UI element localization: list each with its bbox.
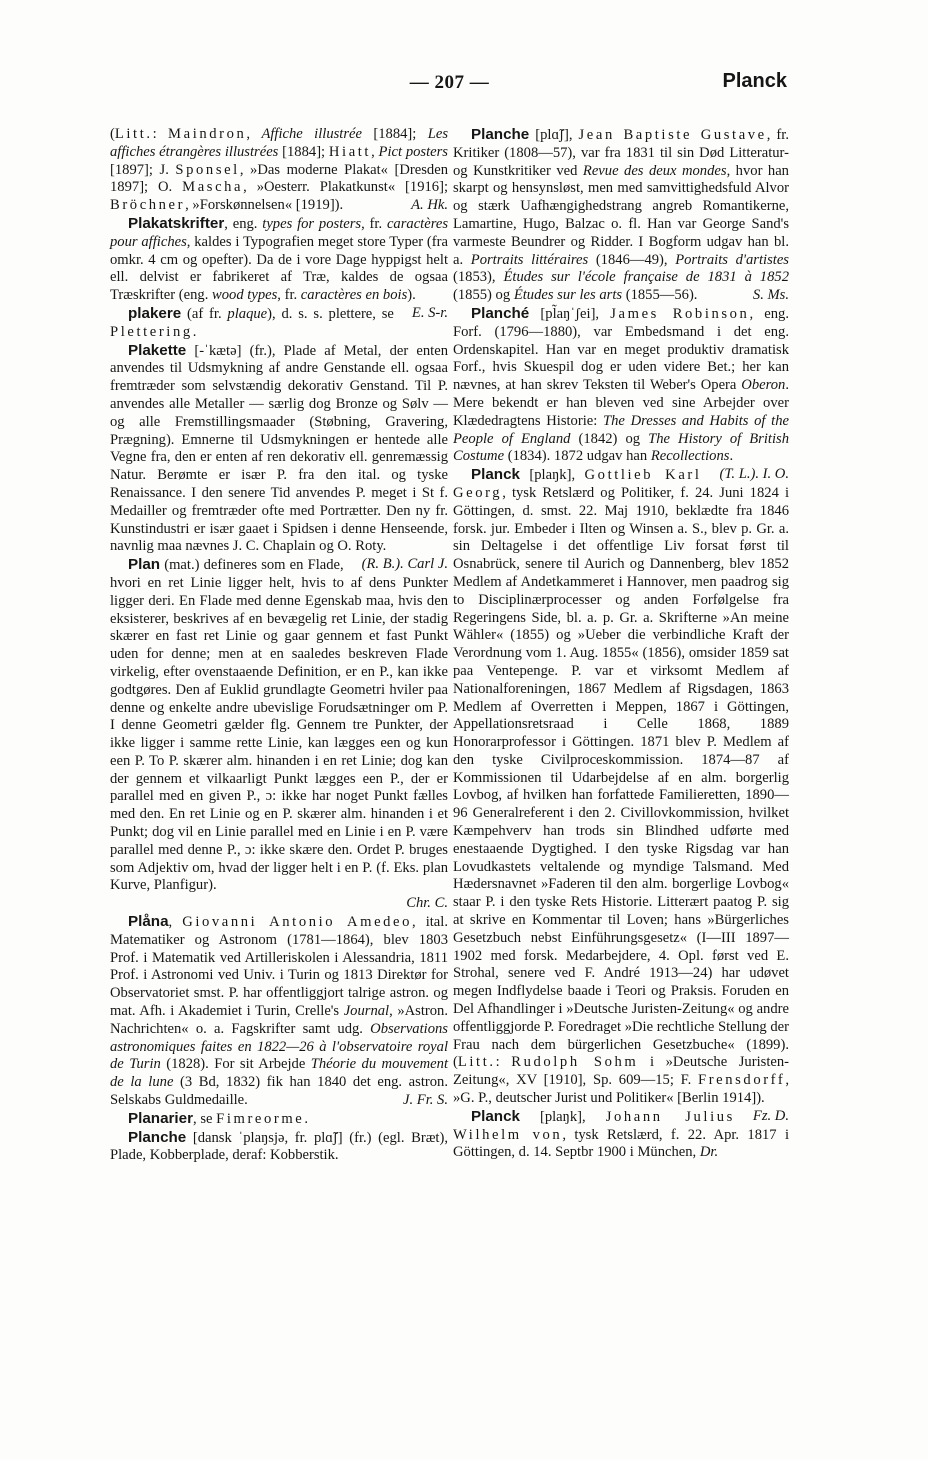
signature: J. Fr. S. — [403, 1092, 448, 1109]
headword: Plakatskrifter — [128, 214, 225, 232]
entry-plakatskrifter: Plakatskrifter, eng. types for posters, fr. caractères pour affiches, kaldes i Typografien meget store Typer (fra omkr. 4 cm og opefter). Da de i vore Dage hyppigst helt ell. delvist er fabrikeret af Træ, kaldes de ogsaa Træskrifter (eng. wood types, fr. caractères en bois). E. S-r. — [110, 214, 449, 321]
headword: Plakette — [128, 341, 187, 359]
headword: Planck — [471, 466, 520, 484]
entry-planck-johann: Planck [plaŋk], Johann Julius Wilhelm von, tysk Retslærd, f. 22. Apr. 1817 i Göttingen, d. 14. Septbr 1900 i München, Dr. — [453, 1107, 790, 1161]
headword: Plan — [128, 556, 161, 574]
headword: Planarier — [128, 1109, 194, 1127]
page-number: — 207 — — [409, 72, 490, 93]
left-column — [110, 126, 448, 1165]
entry-planarier: Planarier, se Fimreorme. — [128, 1109, 309, 1127]
headword: Planché — [471, 304, 530, 322]
entry-plakere: plakere (af fr. plaque), d. s. s. plettere, se Plettering. — [110, 304, 394, 340]
entry-planche-james-robinson: Planché [pl̃aŋˈʃei], James Robinson, eng. Forf. (1796—1880), var Embedsmand i det eng. Ordenskapitel. Han var en meget produktiv dramatisk Forf., hvis Skuespil dog er uden videre Bet.; her kan nævnes, at han skrev Teksten til Weber's Opera Oberon. Mere bekendt er han bleven ved sine Arbejder over Klædedragtens Historie: The Dresses and Habits of the People of England (1842) og The History of British Costume (1834). 1872 udgav han Recollections. (T. L.). I. O. — [453, 304, 790, 483]
signature: (R. B.). Carl J. — [361, 556, 448, 573]
entry-plakette: Plakette [-ˈkætə] (fr.), Plade af Metal, der enten anvendes til Udsmykning af andre Genstande ell. ogsaa fremtræder som selvstændig dekorativ Genstand. Til P. anvendes alle Metaller — særlig dog Bronze og Sølv — og alle Fremstillingsmaader (Støbning, Gravering, Prægning). Emnerne til Udsmykningen er hentede alle Vegne fra, den er enten af ren dekorativ ell. genremæssig Natur. Berømte er især P. fra den ital. og tyske Renaissance. I den senere Tid anvendes P. meget i St f. Medailler og fremtræder ofte med Portrætter. Den ny fr. Kunstindustri er især gaaet i Spidsen i denne Henseende, navnlig maa nævnes J. C. Chaplain og O. Roty. (R. B.). Carl J. — [110, 341, 448, 573]
entry-litt-continuation: (Litt.: Maindron, Affiche illustrée [1884]; Les affiches étrangères illustrées [1884]; Hiatt, Pict posters [1897]; J. Sponsel, »Das moderne Plakat« [Dresden 1897]; O. Mascha, »Oesterr. Plakatkunst« [1916]; Bröchner, »Forskønnelsen« [1919]). A. Hk. — [110, 126, 448, 214]
headword: Planche — [471, 126, 530, 143]
right-column — [453, 126, 789, 1162]
signature: E. S-r. — [411, 304, 448, 321]
headword: plakere — [128, 304, 182, 322]
entry-plana: Plåna, Giovanni Antonio Amedeo, ital. Matematiker og Astronom (1781—1864), blev 1803 Prof. i Matematik ved Artilleriskolen i Alessandria, 1811 Prof. i Astronomi ved Univ. i Turin og 1813 Direktør for Observatoriet smst. P. har offentliggjort talrige astron. og mat. Afh. i Akademiet i Turin, Crelle's Journal, »Astron. Nachrichten« o. a. Fagskrifter samt udg. Observations astronomiques faites en 1822—26 à l'observatoire royal de Turin (1828). For sit Arbejde Théorie du mouvement de la lune (3 Bd, 1832) fik han 1840 det eng. astron. Selskabs Guldmedaille. J. Fr. S. — [110, 913, 448, 1109]
headword: Planche — [128, 1128, 187, 1146]
page-header — [112, 72, 787, 106]
entry-planche-jean-baptiste: Planche [plɑ̃ʃ], Jean Baptiste Gustave, fr. Kritiker (1808—57), var fra 1831 til sin Død Litteratur- og Kunstkritiker ved Revue des deux mondes, hvor han skarpt og hensynsløst, men med samvittighedsfuld Alvor og stærk Uafhængighedstrang angreb Romantikerne, Lamartine, Hugo, Balzac o. fl. Han var George Sand's varmeste Beundrer og Ridder. I Bogform udgav han bl. a. Portraits littéraires (1846—49), Portraits d'artistes (1853), Études sur l'école française de 1831 à 1852 (1855) og Études sur les arts (1855—56). S. Ms. — [453, 126, 789, 304]
cross-reference: Fimreorme — [216, 1110, 305, 1127]
signature: Chr. C. — [406, 895, 448, 912]
headword: Planck — [471, 1107, 520, 1125]
entry-planche: Planche [dansk ˈplaŋsjə, fr. plɑ̃ʃ] (fr.) (egl. Bræt), Plade, Kobberplade, deraf: Kobberstik. — [110, 1128, 448, 1164]
signature: (T. L.). I. O. — [719, 466, 789, 483]
running-head: Planck — [722, 70, 787, 92]
signature: S. Ms. — [752, 287, 789, 304]
headword: Plåna — [128, 913, 169, 931]
entry-plan: Plan (mat.) defineres som en Flade, hvori en ret Linie ligger helt, hvis to af dens Punkter ligger deri. En Flade med denne Egenskab maa, hvis den eksisterer, beskrives af en bevægelig ret Linie, der stadig skærer en fast ret Linie og gaar gennem et fast Punkt uden for denne; men at en saaledes beskreven Flade virkelig, efter ovenstaaende Definition, er en P., kan ikke godtgøres. Den af Euklid grundlagte Geometri hviler paa denne og enkelte andre ubevislige Forudsætninger om P. I denne Geometri gælder flg. Gennem tre Punkter, der ikke ligger i samme rette Linie, kan lægges een og kun een P. To P. skærer alm. hinanden i en ret Linie; dog kan der gennem et vilkaarligt Punkt lægges een P., der er parallel med en given P., ɔ: ikke har noget Punkt fælles med den. En ret Linie og en P. skærer alm. hinanden i et Punkt; dog vil en Linie parallel med en Linie i en P. være parallel med denne P., ɔ: ikke skære den. Ordet P. bruges som Adjektiv om, hvad der ligger helt i en P. (f. Eks. plan Kurve, Planfigur). Chr. C. — [110, 556, 448, 912]
entry-planck-gottlieb: Planck [plaŋk], Gottlieb Karl Georg, tysk Retslærd og Politiker, f. 24. Juni 1824 i Göttingen, d. smst. 22. Maj 1910, beklædte fra 1846 forsk. jur. Embeder i Ilten og Winsen a. S., blev p. Gr. a. sin Deltagelse i det offentlige Liv forsat først til Osnabrück, senere til Aurich og Dannenberg, blev 1852 Medlem af Andetkammeret i Hannover, men paadrog sig to Disciplinærprocesser og anden Forfølgelse fra Regeringens Side, bl. a. p. Gr. a. Skrifterne »An meine Wähler« (1855) og »Ueber die verbindliche Kraft der Verordnung vom 1. Aug. 1855« (1856), omsider 1859 sat paa Ventepenge. P. var et virksomt Medlem af Nationalforeningen, 1867 Medlem af Rigsdagen, 1863 Medlem af Overretten i Meppen, 1867 i Göttingen, Appellationsretsraad i Celle 1868, 1889 Honorarprofessor i Göttingen. 1871 blev P. Medlem af den tyske Civilproceskommission. 1874—87 af Kommissionen til Udarbejdelse af en alm. borgerlig Lovbog, af hvilken han forfattede Familieretten, 1890—96 Generalreferent i den 2. Civillovkommission, hvilket Kæmpehverv han trods sin Blindhed udførte med enestaaende Dygtighed. I den tyske Rigsdag var han Lovudkastets veltalende og myndige Talsmand. Med Hædersnavnet »Faderen til den alm. borgerlige Lovbog« staar P. i den tyske Rets Historie. Litterært paatog P. sig at skrive en Kommentar til Loven; hans »Bürgerliches Gesetzbuch nebst Einführungsgesetz« (I—III 1897—1902 med forsk. Medarbejdere, 4. Opl. først ved E. Strohal, senere ved F. André 1913—24) har udøvet megen Indflydelse baade i Teori og Praksis. Foruden en Del Afhandlinger i »Deutsche Juristen-Zeitung« og andre offentliggjorde P. Foredraget »Die rechtliche Stellung der Frau nach dem bürgerlichen Gesetzbuche« (1899). (Litt.: Rudolph Sohm i »Deutsche Juristen-Zeitung«, XV [1910], Sp. 609—15; F. Frensdorff, »G. P., deutscher Jurist und Politiker« [Berlin 1914]). Fz. D. — [453, 466, 790, 1124]
signature: Fz. D. — [752, 1107, 789, 1124]
signature: A. Hk. — [411, 197, 448, 214]
cross-reference: Plettering — [110, 323, 193, 340]
